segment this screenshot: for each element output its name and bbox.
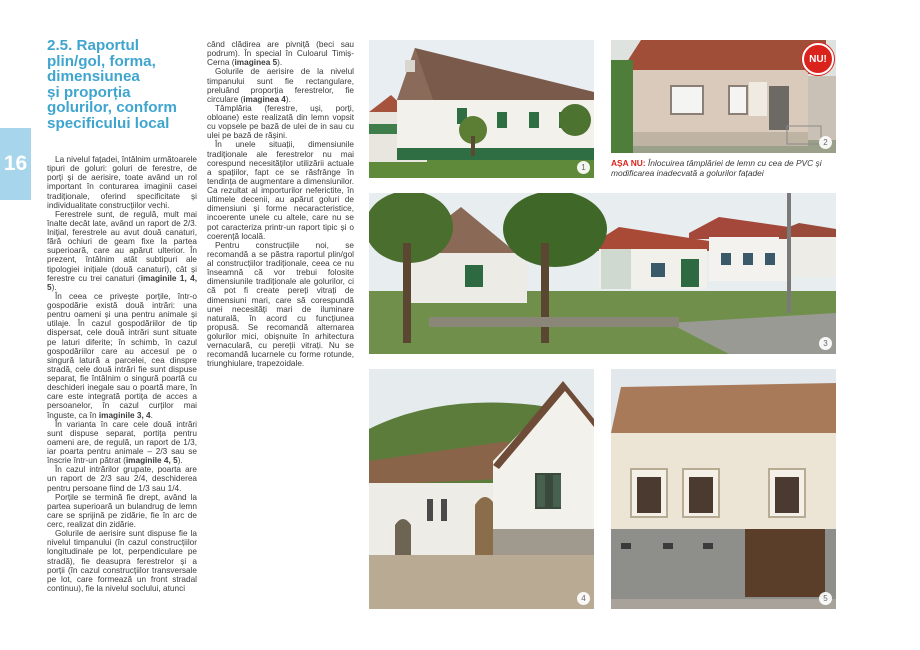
paragraph: când clădirea are pivniță (beci sau podrum). În special în Culoarul Timiș-Cerna (imaginea 5).	[207, 40, 354, 68]
gabled-white-houses-photo	[369, 369, 594, 609]
caption-warning: AȘA NU:	[611, 158, 646, 168]
photo-number: 5	[819, 592, 832, 605]
paragraph: Golurile de aerisire de la nivelul timpanului sunt fie rectangulare, preluând proporția ferestrelor, fie circulare (imaginea 4).	[207, 67, 354, 104]
stone-plinth-house-photo	[611, 369, 836, 609]
paragraph: În varianta în care cele două intrări sunt dispuse separat, portița pentru oameni are, de regulă, un raport de 1/3, iar poarta pentru animale – 2/3 sau se înscrie într-un pătrat (imaginile 4, 5).	[47, 419, 197, 466]
paragraph: Pentru construcțiile noi, se recomandă a se păstra raportul plin/gol al construcțiilor tradiționale, ceea ce nu înseamnă că vor trebui folosite dimensiunile tradiționale ale golurilor, ci că pot fi create pereți vitrați de dimensiuni mari, care să corespundă unei necesități mari de iluminare naturală, în acord cu funcțiunea propusă. Se recomandă alternarea golurilor mici, obișnuite în arhitectura vernaculară, cu pereții vitrați. Nu se recomandă lucarnele cu forme rotunde, triunghiulare, trapezoidale.	[207, 240, 354, 369]
photo-number: 4	[577, 592, 590, 605]
paragraph: În unele situații, dimensiunile tradiționale ale ferestrelor nu mai corespund necesităților utilizării actuale a spațiilor, fapt ce se răsfrânge în tendința de augmentare a dimensiunilor. Ca rezultat al importurilor neferictite, în ultimele decenii, au apărut goluri de dimensiuni și forme necaracteristice, incoerente unele cu altele, care nu se pot caracteriza printr-un raport tipic și o coerență locală.	[207, 140, 354, 241]
photo-number: 3	[819, 337, 832, 350]
text-column-2	[207, 40, 354, 369]
text-column-1	[47, 155, 197, 593]
photo-number: 2	[819, 136, 832, 149]
village-street-houses-photo	[369, 193, 836, 354]
page-number: 16	[3, 152, 28, 175]
white-house-green-trim-photo	[369, 40, 594, 178]
paragraph: La nivelul fațadei, întâlnim următoarele tipuri de goluri: goluri de ferestre, de porți și de aerisire, toate având un rol important în conturarea imaginii casei tradiționale, oferind specificitate și individualitate construcțiilor vechi.	[47, 155, 197, 210]
paragraph: Ferestrele sunt, de regulă, mult mai înalte decât late, având un raport de 2/3. Inițial, ferestrele au avut două canaturi, fără ochiuri de geam fixe la partea superioară, care au apărut ulterior. În prezent, întâlnim atât subtipuri ale tipologiei inițiale (două canaturi), cât și ferestre cu trei canaturi (imaginile 1, 4, 5).	[47, 209, 197, 292]
page-number-tab	[0, 128, 31, 200]
photo-number: 1	[577, 161, 590, 174]
photo-4	[369, 369, 594, 609]
paragraph: Golurile de aerisire sunt dispuse fie la nivelul timpanului (în cazul construcțiilor longitudinale pe lot, perpendiculare pe stradă), fie deasupra ferestrelor și a porții (în cazul construcțiilor transversale pe lot, care formează un front stradal continuu), fie la nivelul soclului, atunci	[47, 529, 197, 593]
photo-caption	[611, 159, 837, 178]
warning-badge: NU!	[802, 43, 834, 75]
photo-1	[369, 40, 594, 178]
paragraph: Porțile se termină fie drept, având la partea superioară un bulandrug de lemn care se sprijină pe zidărie, fie în arc de cerc, realizat din zidărie.	[47, 492, 197, 529]
paragraph: În ceea ce privește porțile, într-o gospodărie există două intrări: una pentru oameni și una pentru animale și utilaje. În cazul gospodăriilor de tip dispersat, cele două intrări sunt situate pe laturi diferite; în schimb, în cazul gospodăriilor care au accesul pe o singură latură a parcelei, cea dinspre stradă, cele două intrări fie sunt dispuse separat, fie întâlnim o singură poartă cu deschideri inegale sau o poartă mare, în care este integrată portița de acces a persoanelor, în cazul curților mai înguste, ca în imaginile 3, 4.	[47, 291, 197, 420]
section-heading: 2.5. Raportul plin/gol, forma, dimensiunea și proporția golurilor, conform specificului local	[47, 37, 177, 132]
caption-text: Înlocuirea tâmplăriei de lemn cu cea de PVC și modificarea inadecvată a golurilor fațadei	[611, 158, 822, 178]
photo-3	[369, 193, 836, 354]
paragraph: În cazul intrărilor grupate, poarta are un raport de 2/3 sau 2/4, deschiderea pentru persoane fiind de 1/3 sau 1/4.	[47, 465, 197, 493]
paragraph: Tâmplăria (ferestre, uși, porți, obloane) este realizată din lemn vopsit cu vopsele pe bază de ulei de in sau cu ulei pe bază de rășini.	[207, 103, 354, 141]
photo-5	[611, 369, 836, 609]
